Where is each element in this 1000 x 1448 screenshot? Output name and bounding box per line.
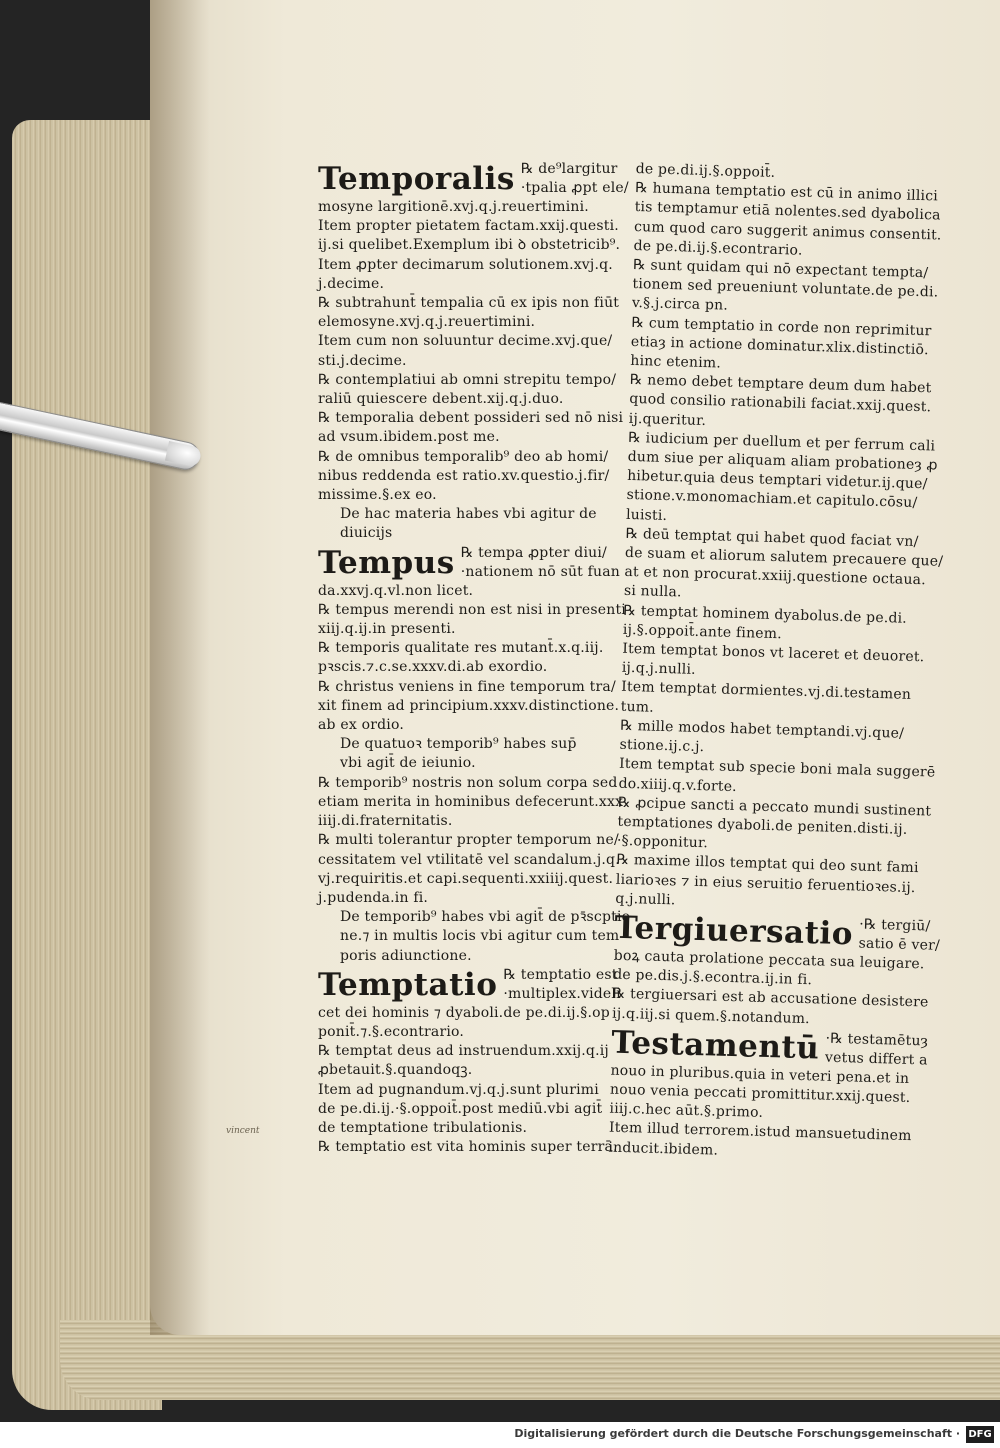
text-line: nouo in pluribus.quia in veteri pena.et in	[610, 1062, 910, 1087]
cross-reference-line: poris adiunctione.	[340, 947, 472, 964]
text-line: ℞ cum temptatio in corde non reprimitur	[631, 314, 932, 339]
left-text-column	[318, 160, 631, 1157]
text-line: ℞ subtrahunt̄ tempalia cū ex ipis non fiūt	[318, 295, 620, 312]
text-line: xiij.q.ij.in presenti.	[318, 621, 456, 638]
text-line: ·multiplex.videli	[503, 985, 621, 1002]
text-line: ℞ de omnibus temporalib⁹ deo ab homi/	[318, 448, 609, 465]
text-line: ij.q.iij.si quem.§.notandum.	[611, 1005, 811, 1027]
text-line: ij.queritur.	[628, 410, 707, 429]
text-line: ·℞ tergiū/	[858, 916, 931, 935]
text-line: ·§.opponitur.	[616, 832, 709, 852]
text-line: de suam et aliorum salutem precauere que/	[624, 544, 944, 570]
text-line: nouo venia peccati promittitur.xxij.quest.	[609, 1081, 911, 1106]
text-line: ℞ sunt quidam qui nō expectant tempta/	[632, 256, 929, 282]
entry-heading-row	[318, 160, 629, 198]
text-line: tionem sed preueniunt voluntate.de pe.di.	[632, 276, 939, 301]
text-line: Item ꝓpter decimarum solutionem.xvj.q.	[318, 256, 613, 273]
text-line: ℞ ꝓcipue sancti a peccato mundi sustinent	[617, 794, 932, 820]
text-line: q.j.nulli.	[615, 890, 676, 909]
text-line: vj.requiritis.et capi.sequenti.xxiiij.quest.	[318, 870, 614, 887]
text-line: raliū quiescere debent.xij.q.j.duo.	[318, 391, 564, 408]
entry-heading: Tempus	[318, 544, 455, 581]
text-line: quod consilio rationabili faciat.xxij.quest.	[629, 391, 932, 416]
dfg-logo: DFG	[966, 1426, 994, 1443]
text-line: satio ē ver/	[858, 935, 941, 954]
text-line: cessitatem vel vtilitatē vel scandalum.j.q.	[318, 851, 620, 868]
text-line: xit finem ad principium.xxxv.distinctione.	[318, 697, 620, 714]
text-line: ℞ tergiuersari est ab accusatione desistere	[612, 986, 929, 1011]
text-line: v.§.j.circa pn.	[631, 295, 729, 315]
text-line: ꝓbetauit.§.quandoqꝫ.	[318, 1062, 473, 1079]
cross-reference-line: De temporib⁹ habes vbi agit̄ de pꝛ̄scptio	[340, 909, 631, 926]
text-line: ℞ temptatio est vita hominis super terrā.	[318, 1139, 618, 1156]
text-line: ad vsum.ibidem.post me.	[318, 429, 500, 446]
text-line: mosyne largitionē.xvj.q.j.reuertimini.	[318, 199, 589, 215]
text-line: j.decime.	[318, 275, 385, 292]
text-line: ℞ tempa ꝓpter diui/	[460, 544, 607, 561]
text-line: at et non procurat.xxiij.questione octaua.	[624, 564, 927, 589]
cross-reference-line: De hac materia habes vbi agitur de	[340, 506, 597, 523]
text-line: ℞ nemo debet temptare deum dum habet	[629, 372, 932, 397]
text-line: Item cum non soluuntur decime.xvj.que/	[318, 333, 613, 350]
text-line: ℞ temporis qualitate res mutant̄.x.q.iij.	[318, 640, 604, 657]
entry-section	[615, 160, 944, 917]
text-line: iiij.di.fraternitatis.	[318, 813, 453, 830]
text-line: boꝝ cauta prolatione peccata sua leuigare.	[613, 947, 925, 973]
entry-section	[611, 909, 941, 1032]
cross-reference-line: ne.⁊ in multis locis vbi agitur cum tem	[340, 928, 620, 945]
text-line: stione.v.monomachiam.et capitulo.cōsu/	[626, 487, 918, 512]
text-line: ℞ temporalia debent possideri sed nō nisi	[318, 410, 624, 427]
cross-reference-line: diuicijs	[340, 525, 393, 542]
text-line: da.xxvj.q.vl.non licet.	[318, 582, 474, 599]
text-line: ℞ tempus merendi non est nisi in presenti	[318, 601, 626, 618]
entry-heading-row	[318, 544, 621, 582]
gutter-shadow	[150, 0, 210, 1335]
footer-credit: Digitalisierung gefördert durch die Deutsche Forschungsgemeinschaft ·	[514, 1427, 960, 1440]
text-line: cet dei hominis ⁊ dyaboli.de pe.di.ij.§.op	[318, 1004, 610, 1021]
text-line: sti.j.decime.	[318, 352, 407, 369]
text-line: luisti.	[625, 506, 668, 524]
text-line: j.pudenda.in fi.	[318, 889, 429, 906]
cross-reference-line: De quatuoꝛ temporib⁹ habes sup̄	[340, 736, 577, 753]
text-line: ℞ multi tolerantur propter temporum ne/	[318, 832, 619, 849]
entry-heading: Temporalis	[318, 161, 515, 197]
entry-heading: Tergiuersatio	[614, 909, 854, 953]
text-line: ℞ de⁹largitur	[520, 161, 618, 177]
text-line: hinc etenim.	[630, 352, 722, 372]
text-line: iiij.c.hec aūt.§.primo.	[609, 1100, 764, 1122]
text-line: ℞ deū temptat qui habet quod faciat vn/	[625, 525, 919, 550]
text-line: Item illud terrorem.istud mansuetudinem	[608, 1119, 912, 1145]
text-line: ·℞ testamētuȝ	[825, 1030, 929, 1050]
text-line: de pe.di.ij.§.oppoit̄.	[635, 160, 776, 181]
footer-bar	[0, 1422, 1000, 1448]
book-page-edges	[12, 120, 162, 1410]
text-line: ℞ christus veniens in fine temporum tra/	[318, 678, 616, 695]
text-line: ℞ iudicium per duellum et per ferrum cali	[628, 429, 936, 455]
text-line: do.xiiij.q.v.forte.	[618, 775, 738, 795]
text-line: ℞ temptatio est	[503, 966, 618, 983]
text-line: ·tpalia ꝓpt ele/	[520, 180, 629, 196]
text-line: Item temptat bonos vt laceret et deuoret.	[622, 640, 925, 666]
entry-heading: Testamentū	[610, 1024, 820, 1067]
text-line: ·nationem nō sūt fuan	[460, 563, 621, 580]
text-line: ℞ temptat hominem dyabolus.de pe.di.	[623, 602, 908, 627]
entry-section	[318, 160, 629, 544]
entry-section	[608, 1023, 929, 1165]
text-line: ij.si quelibet.Exemplum ibi ꝺ obstetricib⁹.	[318, 237, 621, 254]
text-line: de pe.di.ij.·§.oppoit̄.post mediū.vbi agit̄	[318, 1100, 603, 1117]
text-line: ℞ contemplatiui ab omni strepitu tempo/	[318, 371, 617, 388]
text-line: ℞ temporib⁹ nostris non solum corpa sed	[318, 774, 618, 791]
text-line: de pe.dis.j.§.econtra.ij.in fi.	[613, 966, 813, 989]
text-line: pꝛscis.⁊.c.se.xxxv.di.ab exordio.	[318, 659, 548, 676]
text-line: ij.q.j.nulli.	[621, 660, 697, 679]
text-line: ij.§.oppoit̄.ante finem.	[622, 621, 783, 643]
text-line: de temptatione tribulationis.	[318, 1119, 528, 1136]
text-line: tum.	[620, 698, 655, 716]
text-line: Item propter pietatem factam.xxij.questi.	[318, 218, 619, 235]
entry-section	[318, 966, 621, 1158]
text-line: ℞ mille modos habet temptandi.vj.que/	[619, 717, 905, 742]
text-line: elemosyne.xvj.q.j.reuertimini.	[318, 314, 536, 331]
entry-heading: Temptatio	[318, 966, 498, 1003]
text-line: liarioꝛes ⁊ in eius seruitio feruentioꝛes.ij.	[615, 871, 916, 896]
text-line: Item temptat sub specie boni mala suggerē	[618, 756, 936, 781]
cross-reference-line: vbi agit̄ de ieiunio.	[340, 755, 476, 772]
text-line: Item ad pugnandum.vj.q.j.sunt plurimi	[318, 1081, 599, 1098]
margin-note: vincent	[226, 1126, 260, 1136]
text-line: ab ex ordio.	[318, 717, 404, 734]
text-line: cum quod caro suggerit animus consentit.	[633, 218, 942, 244]
text-line: tis temptamur etiā nolentes.sed dyabolica	[634, 199, 941, 224]
text-line: vetus differt a	[824, 1049, 928, 1069]
text-line: ℞ temptat deus ad instruendum.xxij.q.ij	[318, 1043, 609, 1060]
text-line: dum siue per aliquam aliam probationeȝ ꝓ	[627, 448, 938, 474]
text-line: si nulla.	[623, 583, 682, 601]
text-line: etiaȝ in actione dominatur.xlix.distinctiō.	[630, 333, 930, 359]
text-line: hibetur.quia deus temptari videtur.ij.que/	[626, 468, 928, 493]
text-line: temptationes dyaboli.de peniten.disti.ij.	[617, 813, 908, 838]
text-line: etiam merita in hominibus defecerunt.xxx	[318, 793, 624, 810]
text-line: stione.ij.c.j.	[619, 736, 705, 756]
entry-heading-row	[318, 966, 621, 1004]
right-text-column	[608, 160, 944, 1166]
text-line: de pe.di.ij.§.econtrario.	[633, 237, 803, 259]
entry-section	[318, 544, 631, 966]
text-line: ponit̄.⁊.§.econtrario.	[318, 1023, 465, 1040]
text-line: Item temptat dormientes.vj.di.testamen	[621, 679, 912, 704]
text-line: nibus reddenda est ratio.xv.questio.j.fir/	[318, 467, 610, 484]
text-line: missime.§.ex eo.	[318, 487, 437, 504]
text-line: ℞ humana temptatio est cū in animo illici	[634, 180, 939, 205]
text-line: ℞ maxime illos temptat qui deo sunt fami	[616, 852, 919, 877]
text-line: inducit.ibidem.	[608, 1139, 719, 1159]
